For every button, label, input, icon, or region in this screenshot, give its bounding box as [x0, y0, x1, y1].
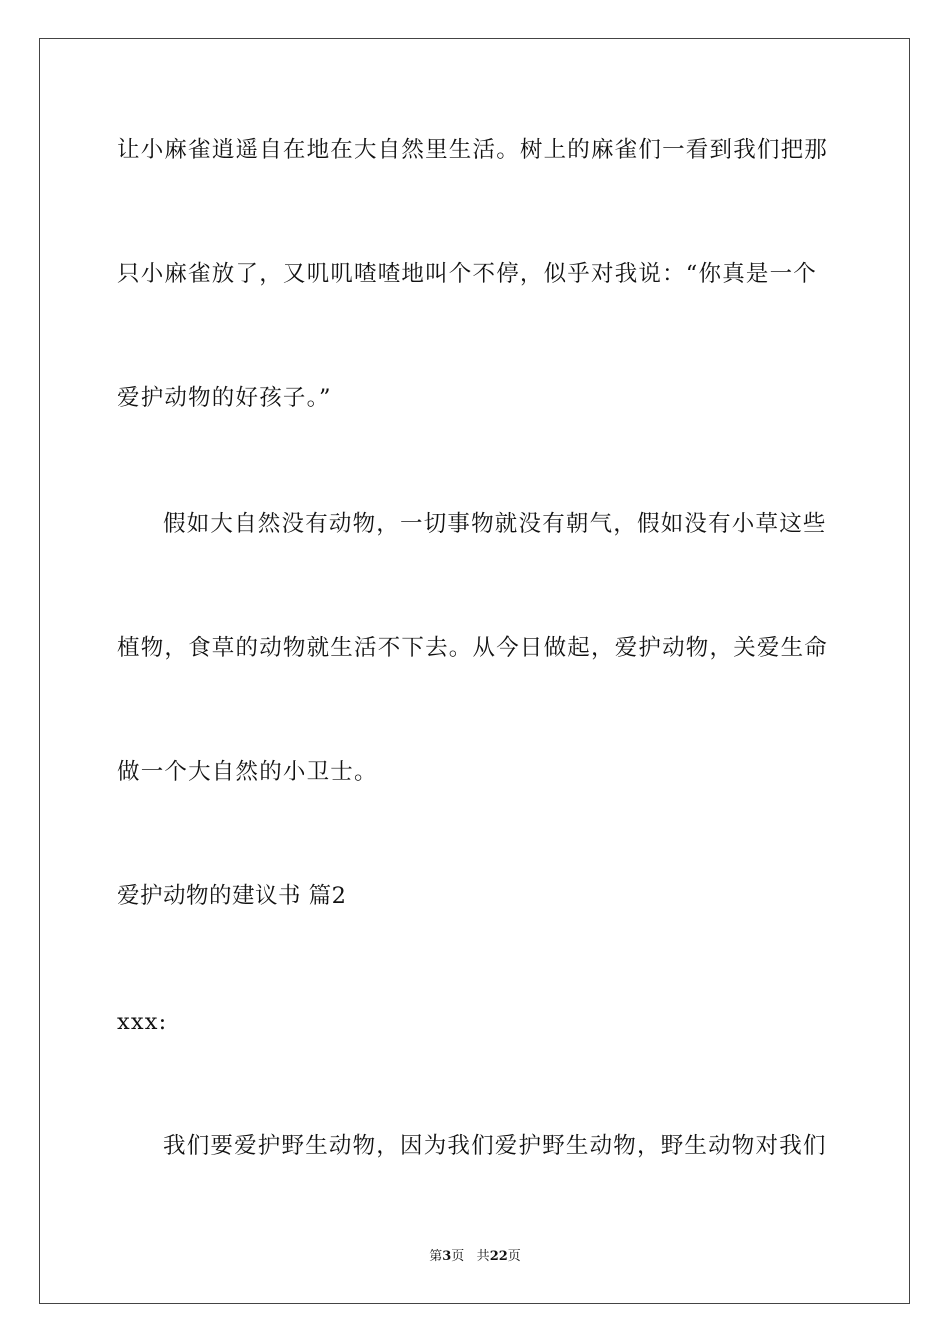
salutation: xxx: — [117, 1009, 168, 1035]
footer-total-pages: 22 — [489, 1249, 508, 1264]
page-frame — [39, 38, 910, 1304]
footer-page-number: 3 — [442, 1249, 452, 1264]
body-line-7: 我们要爱护野生动物，因为我们爱护野生动物，野生动物对我们 — [163, 1133, 827, 1159]
body-line-3: 爱护动物的好孩子。” — [117, 385, 332, 411]
footer-total-prefix: 共 — [476, 1249, 490, 1264]
body-line-2: 只小麻雀放了，又叽叽喳喳地叫个不停，似乎对我说：“你真是一个 — [117, 261, 818, 287]
section-heading: 爱护动物的建议书 篇2 — [117, 883, 347, 909]
body-line-6: 做一个大自然的小卫士。 — [117, 759, 378, 785]
footer-total-suffix: 页 — [507, 1249, 521, 1264]
body-line-4: 假如大自然没有动物，一切事物就没有朝气，假如没有小草这些 — [163, 511, 827, 537]
page-footer — [0, 1248, 950, 1266]
body-line-5: 植物，食草的动物就生活不下去。从今日做起，爱护动物，关爱生命 — [117, 635, 829, 661]
footer-page-suffix: 页 — [451, 1249, 465, 1264]
body-line-1: 让小麻雀逍遥自在地在大自然里生活。树上的麻雀们一看到我们把那 — [117, 137, 829, 163]
footer-page-prefix: 第 — [429, 1249, 443, 1264]
